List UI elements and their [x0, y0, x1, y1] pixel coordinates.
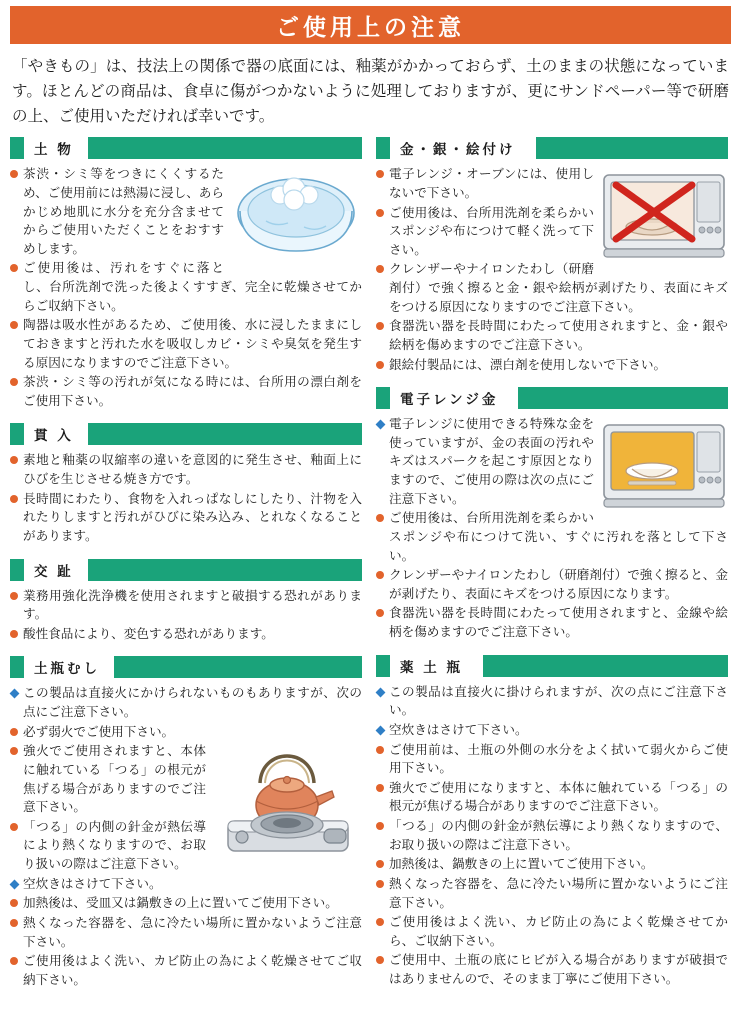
- section-header-dobinmushi: [10, 656, 362, 678]
- section-body-denshirenji-kin: [376, 415, 728, 643]
- list-item: ご使用前は、土瓶の外側の水分をよく拭いて弱火からご使用下さい。: [376, 741, 728, 778]
- list-denshirenji-kin: [376, 509, 728, 641]
- intro-paragraph: 「やきもの」は、技法上の関係で器の底面には、釉薬がかかっておらず、土のままの状態になっています。ほとんどの商品は、食卓に傷がつかないように処理しておりますが、更にサンドペーパー等で研磨の上、ご使用いただければ幸いです。: [12, 58, 729, 126]
- list-item: ご使用中、土瓶の底にヒビが入る場合がありますが破損ではありませんので、そのまま丁寧にご使用下さい。: [376, 951, 728, 988]
- list-item: 茶渋・シミ等の汚れが気になる時には、台所用の漂白剤をご使用下さい。: [10, 373, 362, 410]
- list-item: 長時間にわたり、食物を入れっぱなしにしたり、汁物を入れたりしますと汚れがひびに染み込み、とれなくなることがあります。: [10, 490, 362, 546]
- list-item: 熱くなった容器を、急に冷たい場所に置かないようご注意下さい。: [10, 914, 362, 951]
- section-title-dobinmushi: 土瓶むし: [24, 656, 114, 678]
- section-title-kinginetsuke: 金・銀・絵付け: [390, 137, 536, 159]
- left-column: [10, 137, 362, 990]
- section-title-denshirenji-kin: 電子レンジ金: [390, 387, 518, 409]
- list-item: ご使用後は、汚れをすぐに落とし、台所洗剤で洗った後よくすすぎ、完全に乾燥させてからご収納下さい。: [10, 259, 362, 315]
- list-item: この製品は直接火にかけられないものもありますが、次の点にご注意下さい。: [10, 684, 362, 721]
- list-kusuri-dobin-intro: [376, 683, 728, 740]
- list-dobinmushi: [10, 723, 362, 874]
- list-item: 空炊きはさけて下さい。: [10, 875, 362, 894]
- list-kannyu: [10, 451, 362, 545]
- list-item: 必ず弱火でご使用下さい。: [10, 723, 362, 742]
- list-item: 食器洗い器を長時間にわたって使用されますと、金・銀や絵柄を傷めますのでご注意下さい。: [376, 317, 728, 354]
- section-title-kochi: 交 趾: [24, 559, 88, 581]
- section-body-kusuri-dobin: [376, 683, 728, 989]
- list-item: 酸性食品により、変色する恐れがあります。: [10, 625, 362, 644]
- section-header-denshirenji-kin: [376, 387, 728, 409]
- list-item: 強火でご使用されますと、本体に触れている「つる」の根元が焦げる場合がありますのでご注意下さい。: [10, 742, 362, 817]
- list-item: 銀絵付製品には、漂白剤を使用しないで下さい。: [376, 356, 728, 375]
- list-item: 陶器は吸水性があるため、ご使用後、水に浸したままにしておきますと汚れた水を吸収しカビ・シミや臭気を発生する原因になりますのでご注意下さい。: [10, 316, 362, 372]
- list-item: クレンザーやナイロンたわし（研磨剤付）で強く擦ると、金が剥げたり、表面にキズをつける原因になります。: [376, 566, 728, 603]
- section-body-tsuchimono: [10, 165, 362, 411]
- list-dobinmushi-rest: [10, 894, 362, 989]
- content-columns: [10, 137, 731, 990]
- list-denshirenji-kin-intro: [376, 415, 728, 508]
- list-item: 強火でご使用になりますと、本体に触れている「つる」の根元が焦げる場合がありますのでご注意下さい。: [376, 779, 728, 816]
- page-header: [10, 6, 731, 44]
- list-item: 加熱後は、鍋敷きの上に置いてご使用下さい。: [376, 855, 728, 874]
- list-dobinmushi-karadaki: [10, 875, 362, 894]
- list-item: この製品は直接火に掛けられますが、次の点にご注意下さい。: [376, 683, 728, 720]
- list-item: ご使用後はよく洗い、カビ防止の為によく乾燥させてから、ご収納下さい。: [376, 913, 728, 950]
- section-header-kusuri-dobin: [376, 655, 728, 677]
- section-body-kannyu: [10, 451, 362, 545]
- list-item: 加熱後は、受皿又は鍋敷きの上に置いてご使用下さい。: [10, 894, 362, 913]
- section-header-tsuchimono: [10, 137, 362, 159]
- right-column: [376, 137, 728, 989]
- list-item: クレンザーやナイロンたわし（研磨剤付）で強く擦ると金・銀や絵柄が剥げたり、表面にキズをつける原因になりますのでご注意下さい。: [376, 260, 728, 316]
- list-kochi: [10, 587, 362, 644]
- list-kusuri-dobin: [376, 741, 728, 989]
- section-body-dobinmushi: [10, 684, 362, 990]
- list-item: 電子レンジに使用できる特殊な金を使っていますが、金の表面の汚れやキズはスパークを起こす原因となりますので、ご使用の際は次の点にご注意下さい。: [376, 415, 728, 508]
- list-item: ご使用後はよく洗い、カビ防止の為によく乾燥させてご収納下さい。: [10, 952, 362, 989]
- list-item: ご使用後は、台所用洗剤を柔らかいスポンジや布につけて洗い、すぐに汚れを落として下さい。: [376, 509, 728, 565]
- list-item: 業務用強化洗浄機を使用されますと破損する恐れがあります。: [10, 587, 362, 624]
- page-title: ご使用上の注意: [276, 13, 465, 40]
- section-title-tsuchimono: 土 物: [24, 137, 88, 159]
- list-item: 食器洗い器を長時間にわたって使用されますと、金線や絵柄を傷めますのでご注意下さい。: [376, 604, 728, 641]
- list-item: 茶渋・シミ等をつきにくくするため、ご使用前には熱湯に浸し、あらかじめ地肌に水分を充分含ませてからご使用いただくことをおすすめします。: [10, 165, 362, 258]
- section-body-kochi: [10, 587, 362, 644]
- list-item: 「つる」の内側の針金が熱伝導により熱くなりますので、お取り扱いの際はご注意下さい。: [10, 818, 362, 874]
- section-title-kusuri-dobin: 薬 土 瓶: [390, 655, 483, 677]
- list-item: 「つる」の内側の針金が熱伝導により熱くなりますので、お取り扱いの際はご注意下さい。: [376, 817, 728, 854]
- list-item: 空炊きはさけて下さい。: [376, 721, 728, 740]
- list-item: ご使用後は、台所用洗剤を柔らかいスポンジや布につけて軽く洗って下さい。: [376, 204, 728, 260]
- section-body-kinginetsuke: [376, 165, 728, 375]
- list-item: 素地と釉薬の収縮率の違いを意図的に発生させ、釉面上にひびを生じさせる焼き方です。: [10, 451, 362, 488]
- section-title-kannyu: 貫 入: [24, 423, 88, 445]
- section-header-kochi: [10, 559, 362, 581]
- section-header-kinginetsuke: [376, 137, 728, 159]
- list-item: 電子レンジ・オーブンには、使用しないで下さい。: [376, 165, 728, 202]
- list-dobinmushi-intro: [10, 684, 362, 721]
- list-tsuchimono: [10, 165, 362, 410]
- list-item: 熱くなった容器を、急に冷たい場所に置かないようにご注意下さい。: [376, 875, 728, 912]
- section-header-kannyu: [10, 423, 362, 445]
- list-kinginetsuke: [376, 165, 728, 374]
